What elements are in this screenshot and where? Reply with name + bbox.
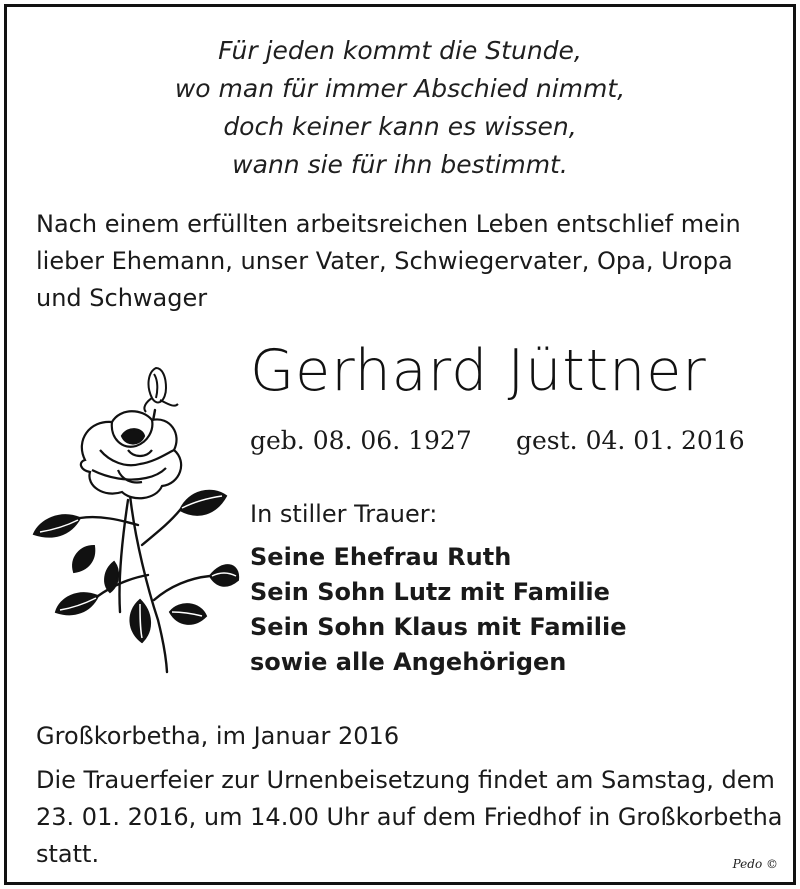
service-line: 23. 01. 2016, um 14.00 Uhr auf dem Friedhof in Großkorbetha [36,803,783,831]
intro-line: lieber Ehemann, unser Vater, Schwiegervater, Opa, Uropa [36,247,733,275]
poem-line: wann sie für ihn bestimmt. [232,150,568,179]
intro-line: Nach einem erfüllten arbeitsreichen Leben entschlief mein [36,210,741,238]
death-date: gest. 04. 01. 2016 [516,426,745,455]
rose-icon [30,350,240,680]
poem [0,32,800,184]
credit-mark: Pedo © [732,857,778,871]
mourning-heading: In stiller Trauer: [250,500,438,528]
poem-line: doch keiner kann es wissen, [223,112,577,141]
mourners-list [250,540,627,680]
mourner-line: Seine Ehefrau Ruth [250,543,512,571]
intro-text [36,206,776,317]
service-line: Die Trauerfeier zur Urnenbeisetzung findet am Samstag, dem [36,766,775,794]
intro-line: und Schwager [36,284,208,312]
mourner-line: Sein Sohn Lutz mit Familie [250,578,610,606]
poem-line: Für jeden kommt die Stunde, [218,36,582,65]
service-line: statt. [36,840,100,868]
poem-line: wo man für immer Abschied nimmt, [174,74,626,103]
mourner-line: Sein Sohn Klaus mit Familie [250,613,627,641]
place-date: Großkorbetha, im Januar 2016 [36,722,400,750]
deceased-name: Gerhard Jüttner [250,338,707,404]
mourner-line: sowie alle Angehörigen [250,648,567,676]
birth-date: geb. 08. 06. 1927 [250,426,472,455]
service-info [36,762,783,873]
